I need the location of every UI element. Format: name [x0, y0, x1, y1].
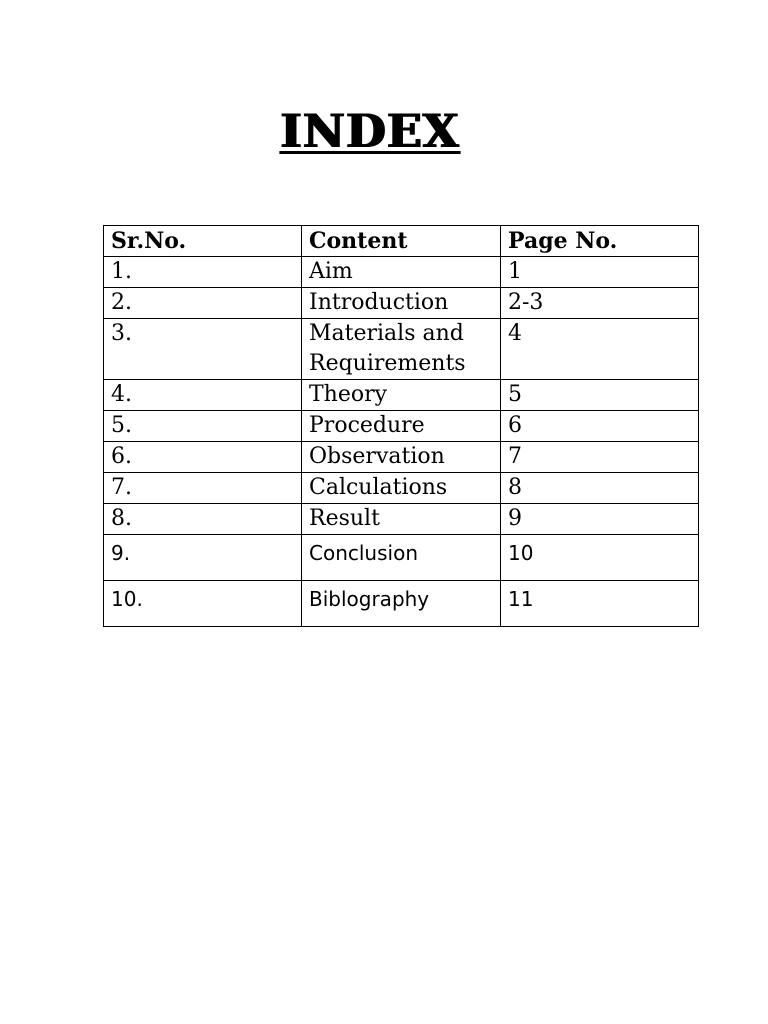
table-row — [104, 257, 699, 288]
header-page-no: Page No. — [501, 226, 699, 257]
table-row — [104, 442, 699, 473]
row-page-no: 7 — [501, 442, 699, 473]
row-page-no: 9 — [501, 504, 699, 535]
row-sr-no: 1. — [104, 257, 302, 288]
row-page-no: 2-3 — [501, 288, 699, 319]
header-content: Content — [302, 226, 501, 257]
row-page-no: 1 — [501, 257, 699, 288]
page-title — [0, 104, 740, 158]
row-page-no: 4 — [501, 319, 699, 380]
table-row — [104, 473, 699, 504]
table-row — [104, 380, 699, 411]
row-sr-no: 7. — [104, 473, 302, 504]
header-sr-no: Sr.No. — [104, 226, 302, 257]
row-sr-no: 9. — [104, 535, 302, 581]
row-content: Conclusion — [302, 535, 501, 581]
row-page-no: 8 — [501, 473, 699, 504]
page-title-text: INDEX — [280, 104, 460, 158]
index-table — [103, 225, 699, 627]
row-content: Theory — [302, 380, 501, 411]
row-sr-no: 10. — [104, 581, 302, 627]
table-row — [104, 288, 699, 319]
row-content: Aim — [302, 257, 501, 288]
row-page-no: 10 — [501, 535, 699, 581]
row-content: Calculations — [302, 473, 501, 504]
row-content: Biblography — [302, 581, 501, 627]
row-sr-no: 2. — [104, 288, 302, 319]
row-page-no: 11 — [501, 581, 699, 627]
row-content: Result — [302, 504, 501, 535]
row-content: Procedure — [302, 411, 501, 442]
row-content: Materials and Requirements — [302, 319, 501, 380]
row-sr-no: 4. — [104, 380, 302, 411]
row-page-no: 5 — [501, 380, 699, 411]
table-row — [104, 319, 699, 380]
row-content: Introduction — [302, 288, 501, 319]
table-row — [104, 581, 699, 627]
table-header-row — [104, 226, 699, 257]
row-page-no: 6 — [501, 411, 699, 442]
row-content: Observation — [302, 442, 501, 473]
table-row — [104, 535, 699, 581]
row-sr-no: 5. — [104, 411, 302, 442]
row-sr-no: 3. — [104, 319, 302, 380]
table-row — [104, 411, 699, 442]
table-row — [104, 504, 699, 535]
row-sr-no: 6. — [104, 442, 302, 473]
row-sr-no: 8. — [104, 504, 302, 535]
